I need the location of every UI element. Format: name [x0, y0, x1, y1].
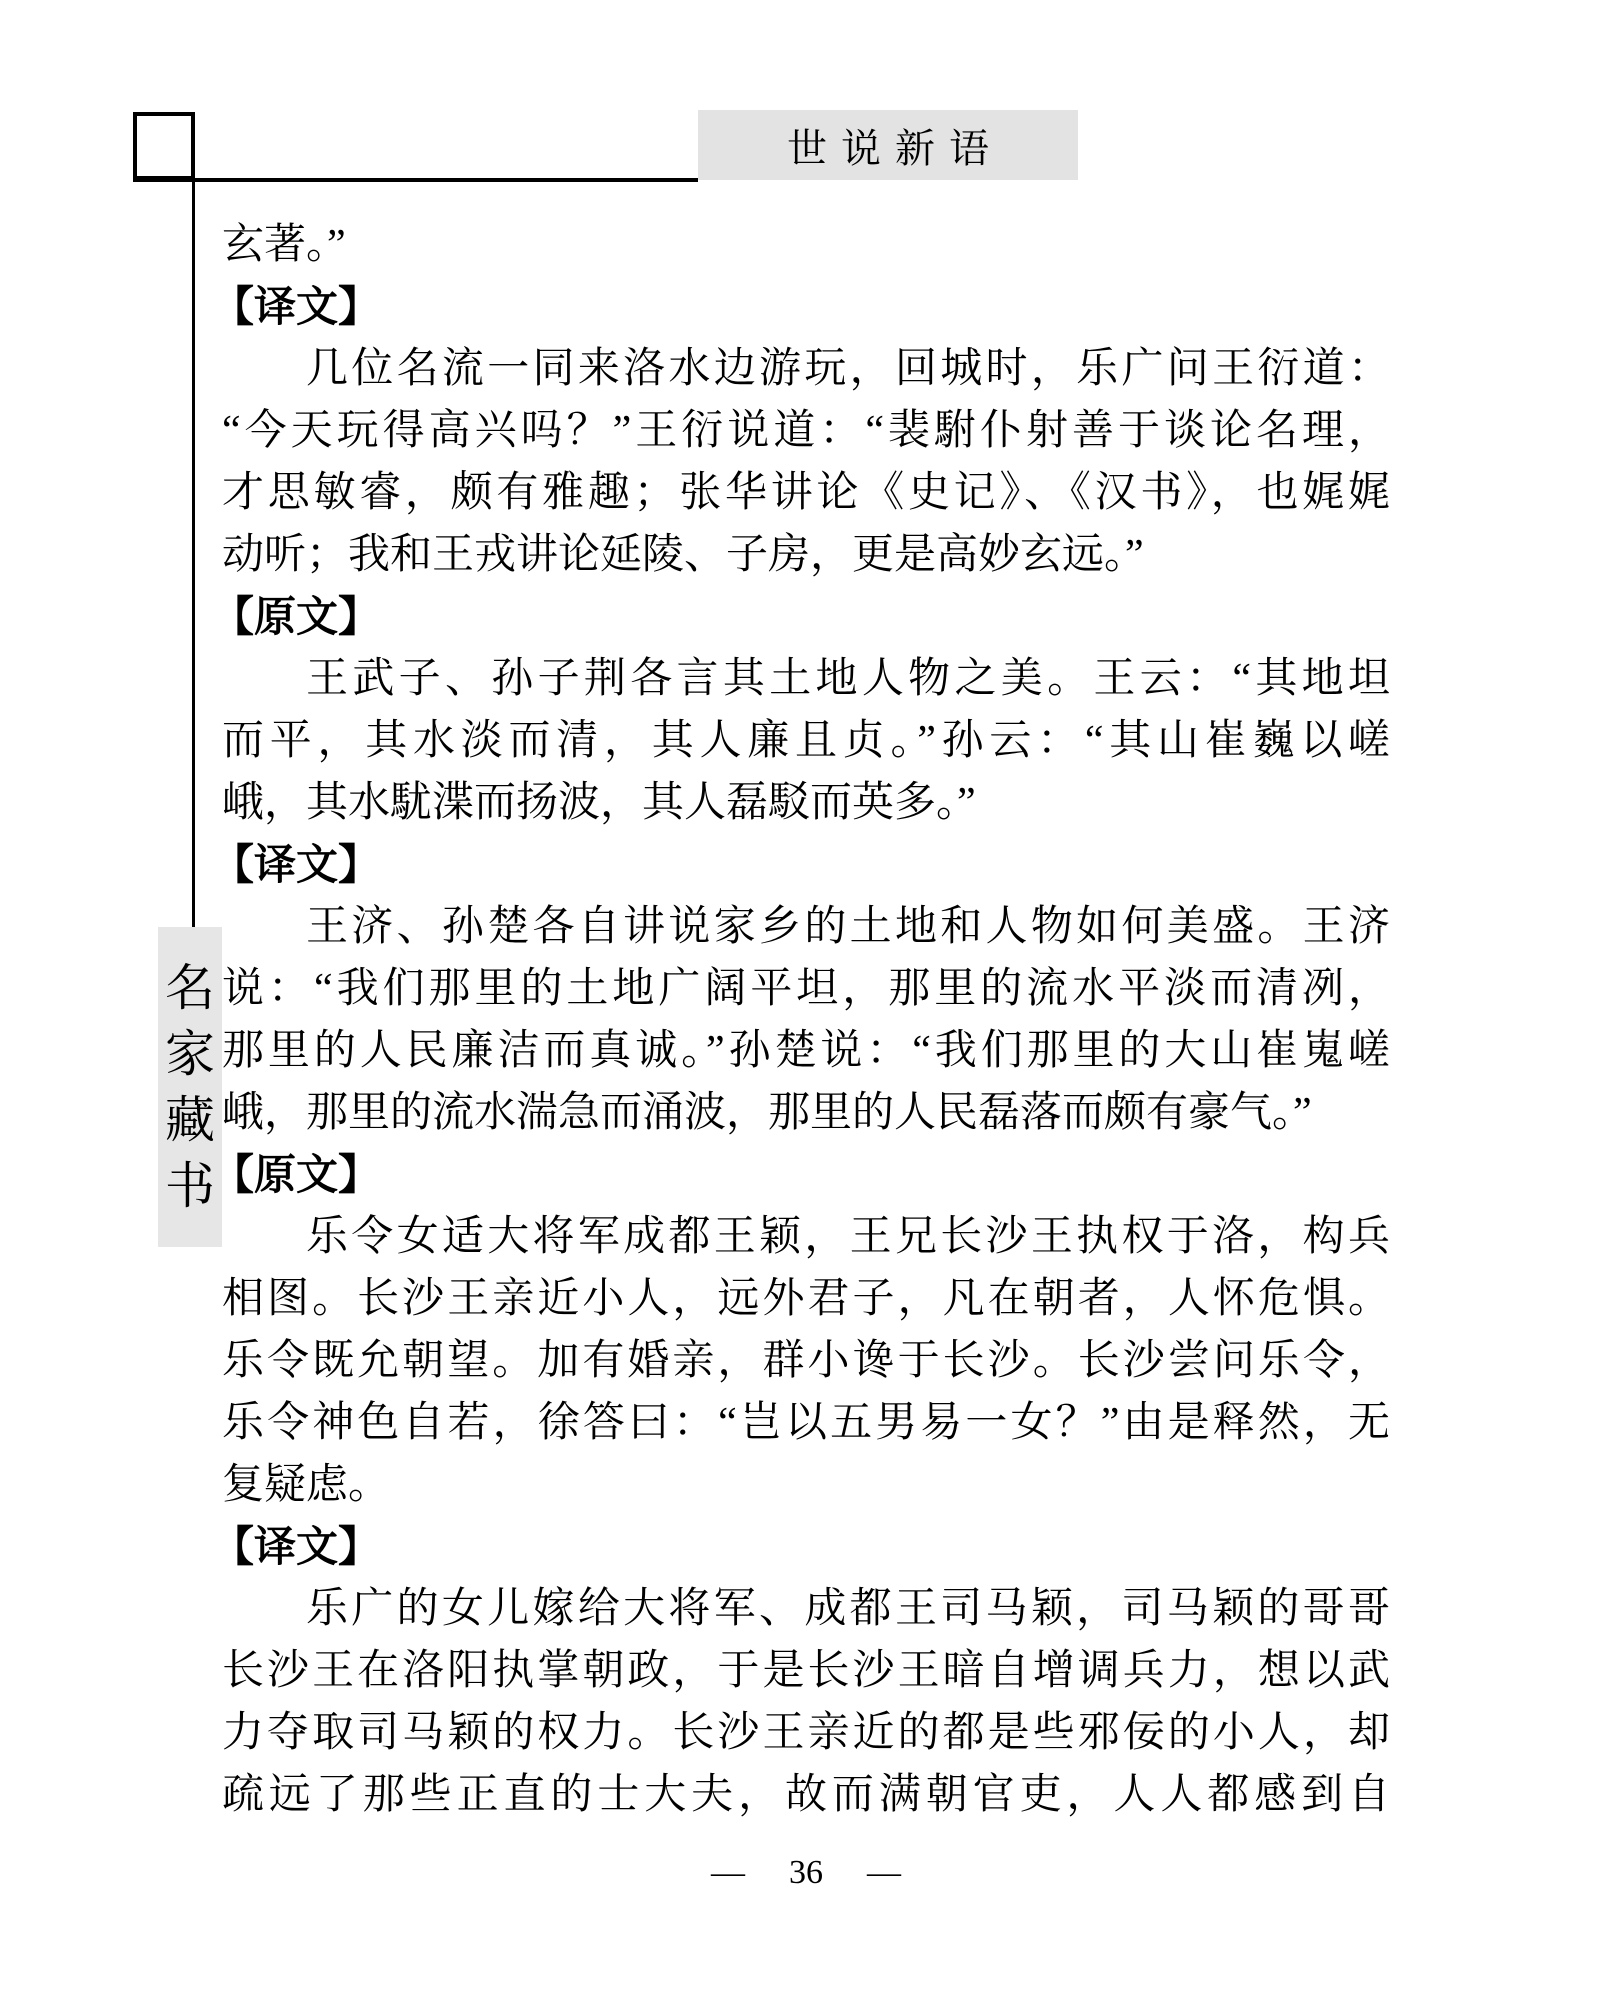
text-line: 相图。长沙王亲近小人，远外君子，凡在朝者，人怀危惧。: [222, 1276, 1390, 1322]
section-header: 【译文】: [212, 283, 381, 330]
text-line: 王武子、孙子荆各言其土地人物之美。王云：“其地坦: [306, 656, 1390, 702]
text-line: 王济、孙楚各自讲说家乡的土地和人物如何美盛。王济: [306, 904, 1390, 950]
footer-dash: —: [867, 1854, 901, 1891]
text-line: 力夺取司马颖的权力。长沙王亲近的都是些邪佞的小人，却: [222, 1710, 1390, 1756]
section-header: 【译文】: [212, 1523, 381, 1570]
text-line: 峨，其水駀渫而扬波，其人磊駁而英多。”: [222, 780, 976, 826]
text-line: 复疑虑。: [222, 1462, 391, 1508]
text-line: 那里的人民廉洁而真诚。”孙楚说：“我们那里的大山崔嵬嵯: [222, 1028, 1390, 1074]
sidebar-char: 家: [165, 1026, 215, 1082]
text-line: 峨，那里的流水湍急而涌波，那里的人民磊落而颇有豪气。”: [222, 1090, 1312, 1136]
running-head: [698, 110, 1078, 180]
section-header: 【译文】: [212, 841, 381, 888]
page-number: 36: [789, 1854, 823, 1891]
header-horizontal-rule: [133, 178, 698, 182]
text-line: 乐令既允朝望。加有婚亲，群小谗于长沙。长沙尝问乐令，: [222, 1338, 1390, 1384]
sidebar-char: 书: [165, 1158, 215, 1214]
text-line: 而平，其水淡而清，其人廉且贞。”孙云：“其山崔巍以嵯: [222, 718, 1390, 764]
text-line: 几位名流一同来洛水边游玩，回城时，乐广问王衍道：: [306, 346, 1390, 392]
sidebar-char: 名: [165, 960, 215, 1016]
book-title: 世说新语: [787, 125, 1003, 171]
text-line: 乐广的女儿嫁给大将军、成都王司马颖，司马颖的哥哥: [306, 1586, 1390, 1632]
text-line: 玄著。”: [222, 222, 346, 268]
text-line: “今天玩得高兴吗？”王衍说道：“裴駙仆射善于谈论名理，: [222, 408, 1390, 454]
left-vertical-rule: [192, 178, 195, 927]
corner-registration-box: [133, 112, 195, 180]
section-header: 【原文】: [212, 593, 381, 640]
sidebar-char: 藏: [165, 1092, 215, 1148]
section-header: 【原文】: [212, 1151, 381, 1198]
text-line: 长沙王在洛阳执掌朝政，于是长沙王暗自增调兵力，想以武: [222, 1648, 1390, 1694]
text-line: 才思敏睿，颇有雅趣；张华讲论《史记》、《汉书》，也娓娓: [222, 470, 1390, 516]
page-body: [212, 214, 1390, 1826]
page-footer: [222, 1854, 1390, 1892]
footer-dash: —: [711, 1854, 745, 1891]
text-line: 说：“我们那里的土地广阔平坦，那里的流水平淡而清冽，: [222, 966, 1390, 1012]
text-line: 乐令女适大将军成都王颖，王兄长沙王执权于洛，构兵: [306, 1214, 1390, 1260]
text-line: 动听；我和王戎讲论延陵、子房，更是高妙玄远。”: [222, 532, 1144, 578]
text-line: 疏远了那些正直的士大夫，故而满朝官吏，人人都感到自: [222, 1772, 1390, 1818]
text-line: 乐令神色自若，徐答曰：“岂以五男易一女？”由是释然，无: [222, 1400, 1390, 1446]
